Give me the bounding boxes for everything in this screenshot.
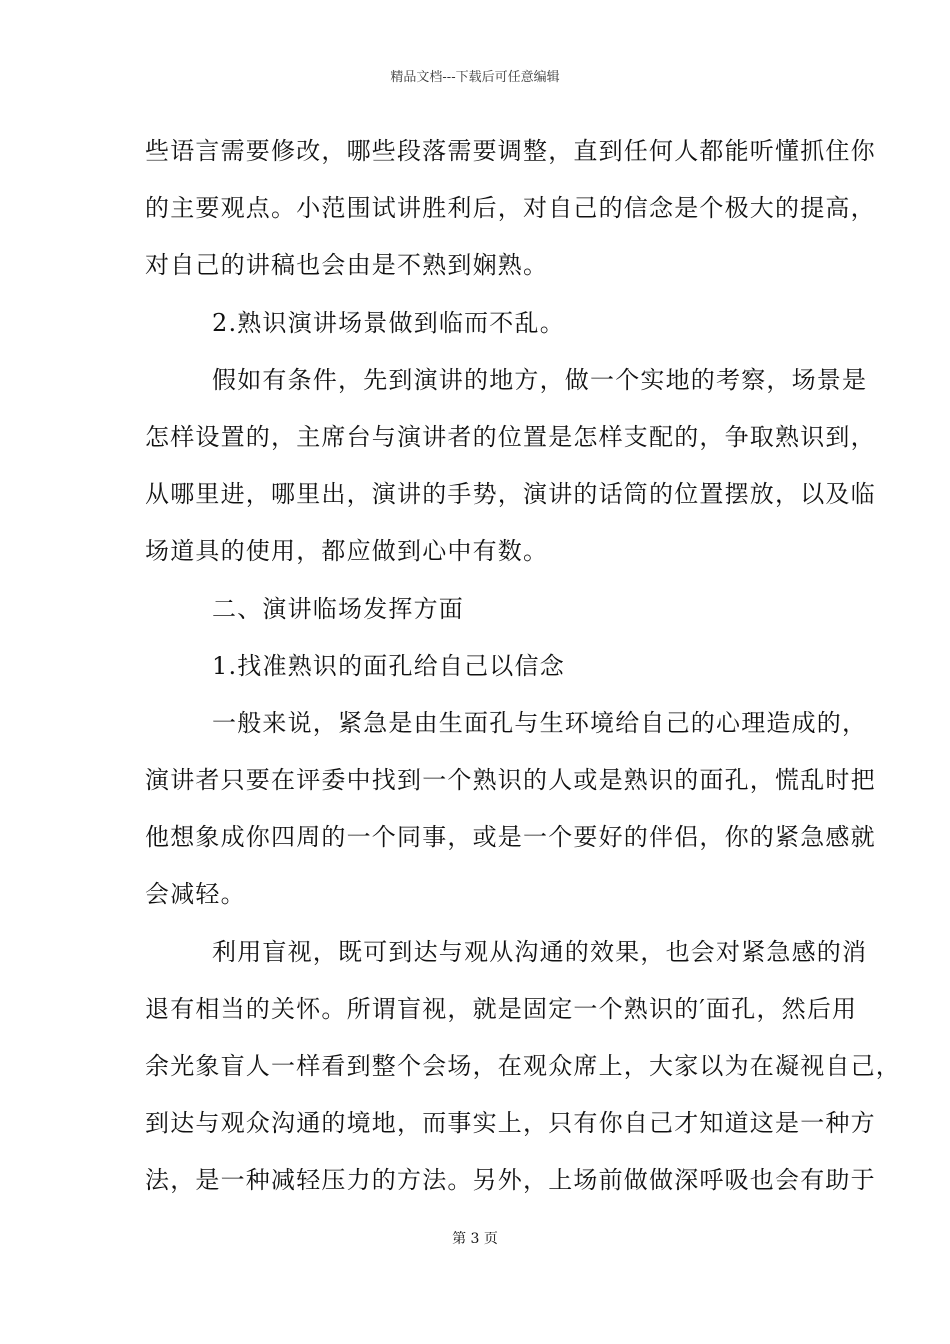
text-line: 对自己的讲稿也会由是不熟到娴熟。	[145, 251, 549, 280]
text-line: 些语言需要修改，哪些段落需要调整，直到任何人都能听懂抓住你	[145, 137, 876, 165]
text-line: 余光象盲人一样看到整个会场，在观众席上，大家以为在凝视自己，	[145, 1052, 901, 1080]
text-line: 假如有条件，先到演讲的地方，做一个实地的考察，场景是	[212, 365, 868, 394]
text-line: 的主要观点。小范围试讲胜利后，对自己的信念是个极大的提高，	[145, 194, 876, 223]
page-header: 精品文档---下载后可任意编辑	[390, 70, 560, 85]
text-line: 会减轻。	[145, 880, 246, 909]
page-number: 第 3 页	[452, 1231, 498, 1247]
section-heading: 1.找准熟识的面孔给自己以信念	[212, 651, 565, 680]
text-line: 到达与观众沟通的境地，而事实上，只有你自己才知道这是一种方	[145, 1109, 876, 1138]
text-line: 一般来说，紧急是由生面孔与生环境给自己的心理造成的，	[212, 708, 868, 737]
text-line: 法，是一种减轻压力的方法。另外，上场前做做深呼吸也会有助于	[145, 1166, 876, 1195]
text-line: 怎样设置的，主席台与演讲者的位置是怎样支配的，争取熟识到，	[145, 422, 876, 451]
text-line: 利用盲视，既可到达与观从沟通的效果，也会对紧急感的消	[212, 937, 868, 966]
text-line: 演讲者只要在评委中找到一个熟识的人或是熟识的面孔，慌乱时把	[145, 766, 876, 795]
document-body	[145, 123, 901, 1210]
text-line: 场道具的使用，都应做到心中有数。	[145, 537, 549, 566]
section-heading: 2.熟识演讲场景做到临而不乱。	[212, 308, 565, 337]
section-heading: 二、演讲临场发挥方面	[212, 594, 464, 623]
text-line: 他想象成你四周的一个同事，或是一个要好的伴侣，你的紧急感就	[145, 823, 876, 852]
text-line: 退有相当的关怀。所谓盲视，就是固定一个熟识的′面孔，然后用	[145, 994, 858, 1023]
text-line: 从哪里进，哪里出，演讲的手势，演讲的话筒的位置摆放，以及临	[145, 480, 876, 509]
